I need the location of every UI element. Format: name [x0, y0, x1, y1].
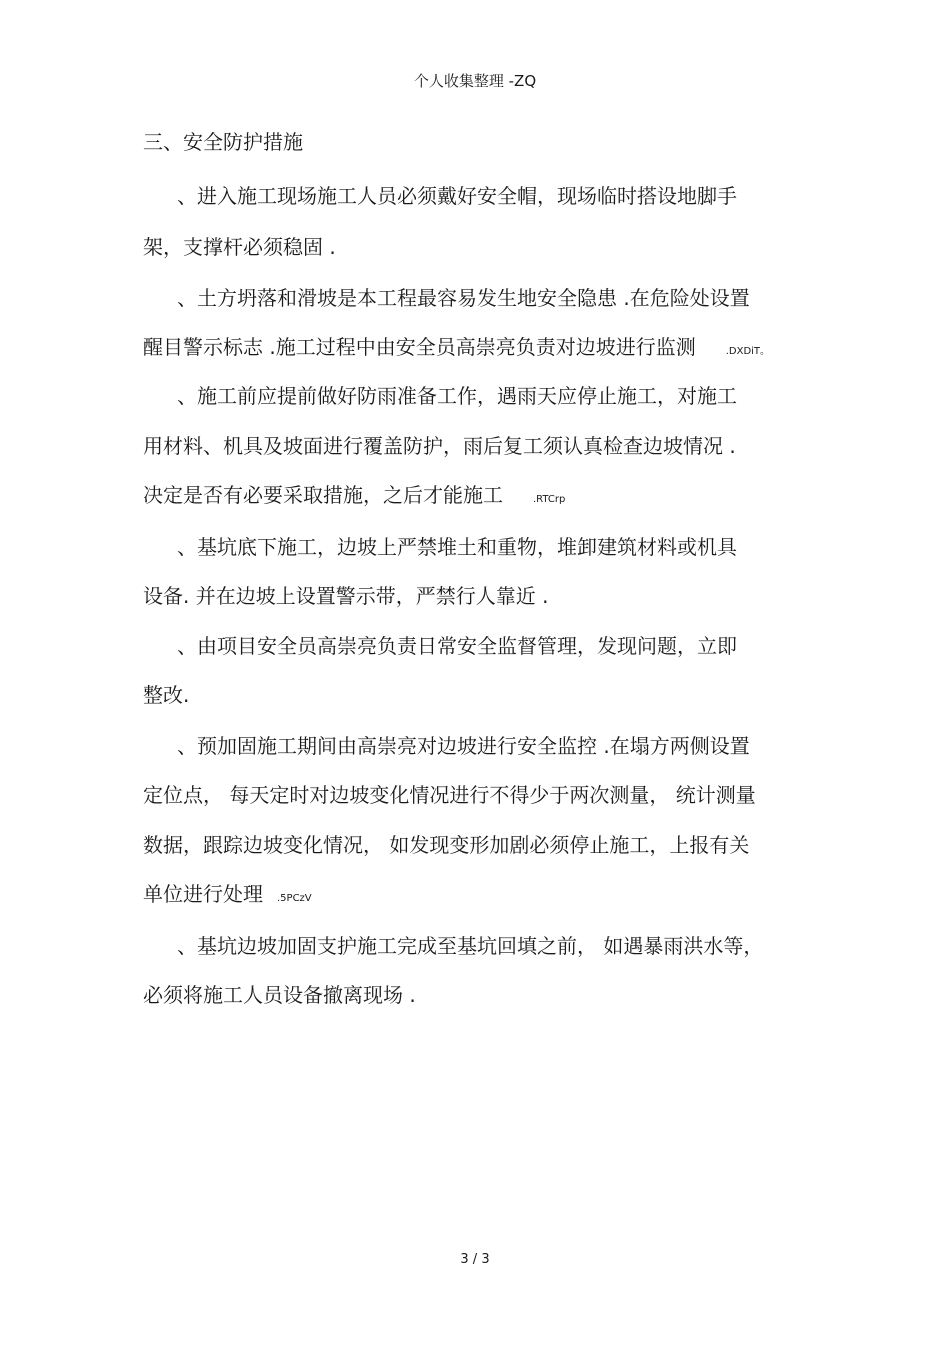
paragraph-7-line-1: 、基坑边坡加固支护施工完成至基坑回填之前， 如遇暴雨洪水等，	[177, 934, 764, 958]
paragraph-3-line-3-text: 决定是否有必要采取措施，之后才能施工	[143, 483, 503, 507]
paragraph-1-line-1: 、进入施工现场施工人员必须戴好安全帽，现场临时搭设地脚手	[177, 184, 737, 208]
paragraph-6-line-3: 数据，跟踪边坡变化情况， 如发现变形加剧必须停止施工，上报有关	[143, 833, 750, 857]
paragraph-3-line-3	[143, 479, 565, 508]
paragraph-4-line-2: 设备. 并在边坡上设置警示带，严禁行人靠近 .	[143, 584, 549, 608]
paragraph-6-line-1: 、预加固施工期间由高崇亮对边坡进行安全监控 .在塌方两侧设置	[177, 734, 750, 758]
paragraph-3-line-2: 用材料、机具及坡面进行覆盖防护，雨后复工须认真检查边坡情况 .	[143, 434, 736, 458]
paragraph-2-tag: .DXDiT。	[725, 346, 771, 357]
paragraph-6-tag: .5PCzV	[277, 893, 312, 904]
paragraph-6-line-4	[143, 878, 312, 907]
paragraph-4-line-1: 、基坑底下施工，边坡上严禁堆土和重物，堆卸建筑材料或机具	[177, 535, 737, 559]
paragraph-2-line-1: 、土方坍落和滑坡是本工程最容易发生地安全隐患 .在危险处设置	[177, 286, 750, 310]
page-header: 个人收集整理 -ZQ	[413, 72, 537, 90]
paragraph-7-line-2: 必须将施工人员设备撤离现场 .	[143, 983, 416, 1007]
section-heading: 三、安全防护措施	[143, 130, 303, 154]
paragraph-3-tag: .RTCrp	[533, 494, 566, 505]
paragraph-1-line-2: 架，支撑杆必须稳固 .	[143, 235, 336, 259]
paragraph-3-line-1: 、施工前应提前做好防雨准备工作，遇雨天应停止施工，对施工	[177, 384, 737, 408]
paragraph-2-line-2-text: 醒目警示标志 .施工过程中由安全员高崇亮负责对边坡进行监测	[143, 335, 696, 359]
paragraph-5-line-2: 整改.	[143, 683, 190, 707]
paragraph-6-line-4-text: 单位进行处理	[143, 882, 263, 906]
paragraph-2-line-2	[143, 331, 770, 360]
paragraph-6-line-2: 定位点， 每天定时对边坡变化情况进行不得少于两次测量， 统计测量	[143, 783, 756, 807]
paragraph-5-line-1: 、由项目安全员高崇亮负责日常安全监督管理，发现问题，立即	[177, 634, 737, 658]
page-number: 3 / 3	[460, 1252, 490, 1267]
